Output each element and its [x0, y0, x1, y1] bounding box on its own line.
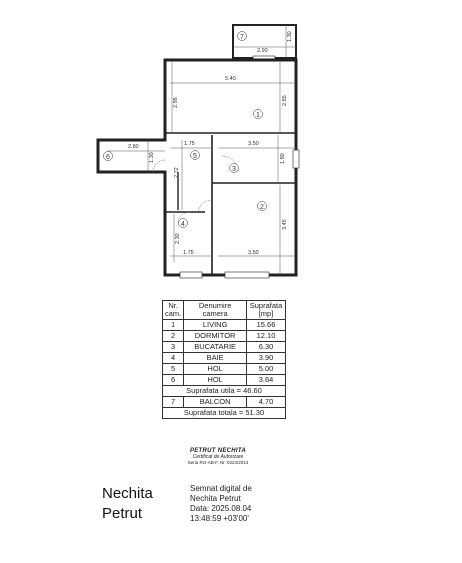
row-area: 3.64 [247, 375, 286, 386]
table-row [163, 375, 286, 386]
room-number-hall: 5 [193, 153, 197, 160]
dim-balcony-width: 2.90 [257, 48, 268, 54]
row-name: HOL [184, 375, 247, 386]
dim-hall-bottom: 1.75 [184, 141, 195, 147]
table-row [163, 342, 286, 353]
room-number-kitchen: 3 [232, 166, 236, 173]
row-name: BUCATARIE [184, 342, 247, 353]
dim-living-depth: 2.85 [282, 95, 288, 106]
table-row-util-total [163, 386, 286, 397]
stamp-series: Seria RO-AB-F, Nr. 0224/2014 [187, 460, 249, 465]
row-name: HOL [184, 364, 247, 375]
sig-line-4: 13:48:59 +03'00' [190, 514, 249, 523]
stamp-name: PETRUT NECHITA [189, 448, 247, 454]
signer-name [102, 484, 153, 524]
dim-hall-width: 2.98 [173, 97, 179, 108]
sig-line-3: Data: 2025.08.04 [190, 504, 252, 513]
row-name: LIVING [184, 320, 247, 331]
sig-line-2: Nechita Petrut [190, 494, 241, 503]
dim-bedroom-width: 3.50 [248, 250, 259, 256]
row-nr: 5 [163, 364, 184, 375]
row-name: DORMITOR [184, 331, 247, 342]
authorization-stamp [150, 448, 286, 465]
dimension-lines [108, 25, 296, 275]
rooms-table [162, 300, 286, 419]
row-nr: 6 [163, 375, 184, 386]
row-area: 3.90 [247, 353, 286, 364]
dim-kitchen-width: 3.50 [248, 141, 259, 147]
row-area: 12.10 [247, 331, 286, 342]
table-row [163, 364, 286, 375]
table-row-grand-total [163, 408, 286, 419]
dim-bedroom-height: 3.45 [282, 219, 288, 230]
grand-total: Suprafata totala = 51.30 [163, 408, 286, 419]
row-area: 6.30 [247, 342, 286, 353]
row-area: 15.66 [247, 320, 286, 331]
apartment-walls [98, 60, 296, 275]
sig-line-1: Semnat digital de [190, 484, 252, 493]
dim-hall-left-height: 2.72 [174, 167, 180, 178]
header-name: Denumire camera [184, 301, 247, 320]
table-row [163, 353, 286, 364]
dim-balcony-depth: 1.30 [287, 31, 293, 42]
header-nr: Nr. cam. [163, 301, 184, 320]
row-nr: 7 [163, 397, 184, 408]
row-name: BAIE [184, 353, 247, 364]
row-nr: 2 [163, 331, 184, 342]
signer-second: Petrut [102, 505, 143, 522]
digital-signature-note [190, 484, 252, 524]
row-nr: 1 [163, 320, 184, 331]
dim-kitchen-height: 1.80 [280, 153, 286, 164]
stamp-certificate: Certificat de Autorizare [192, 454, 244, 460]
util-total: Suprafata utila = 46.60 [163, 386, 286, 397]
room-number-bath: 4 [181, 221, 185, 228]
rooms-table-header [163, 301, 286, 320]
table-row-balcony [163, 397, 286, 408]
row-nr: 4 [163, 353, 184, 364]
table-row [163, 320, 286, 331]
row-name: BALCON [184, 397, 247, 408]
row-area: 4.70 [247, 397, 286, 408]
dim-bath-height: 2.30 [175, 233, 181, 244]
room-number-balcony: 7 [240, 34, 244, 41]
dim-left-hall-height: 1.30 [149, 152, 155, 163]
room-number-hall-left: 6 [106, 154, 110, 161]
signer-first: Nechita [102, 485, 153, 502]
window-bath [180, 272, 202, 278]
room-number-living: 1 [256, 112, 260, 119]
window-kitchen [293, 150, 299, 168]
room-number-bedroom: 2 [260, 204, 264, 211]
window-bedroom [225, 272, 269, 278]
row-nr: 3 [163, 342, 184, 353]
door-swing-bedroom [198, 200, 212, 212]
dim-left-hall-width: 2.80 [128, 144, 139, 150]
row-area: 5.00 [247, 364, 286, 375]
header-area: Suprafata [mp] [247, 301, 286, 320]
dim-bath-width: 1.75 [183, 250, 194, 256]
table-row [163, 331, 286, 342]
dim-living-width: 5.40 [225, 76, 236, 82]
